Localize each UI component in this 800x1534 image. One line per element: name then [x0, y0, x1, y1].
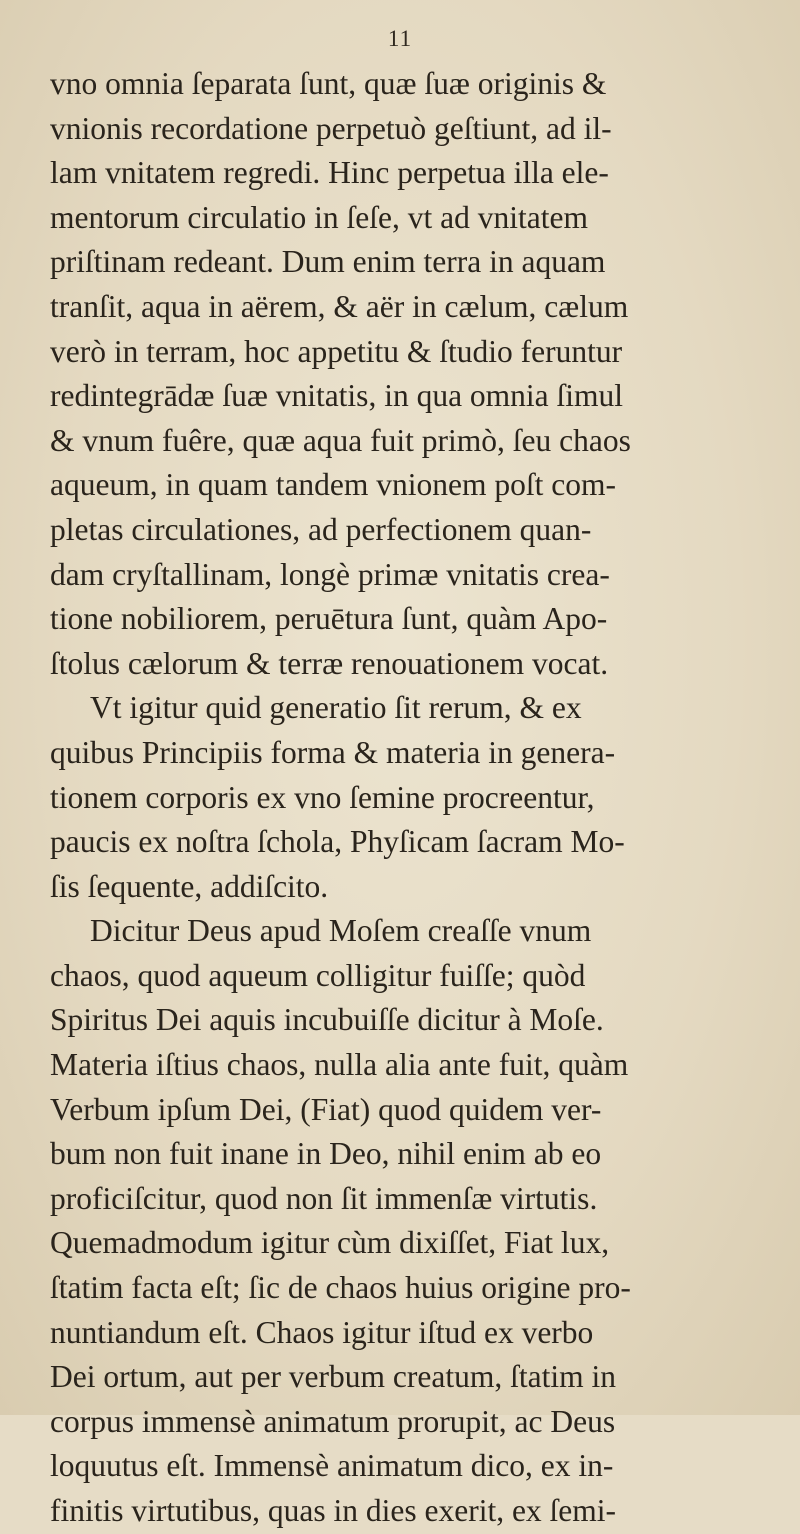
- text-line: loquutus eſt. Immensè animatum dico, ex in-: [50, 1448, 614, 1484]
- page-number: 11: [387, 26, 413, 51]
- text-line: quibus Principiis forma & materia in genera-: [50, 734, 616, 770]
- text-line: proficiſcitur, quod non ſit immenſæ virtutis.: [50, 1180, 598, 1216]
- text-line: ſis ſequente, addiſcito.: [50, 868, 329, 904]
- text-line: tione nobiliorem, peruētura ſunt, quàm Apo-: [50, 601, 608, 637]
- text-line: Materia iſtius chaos, nulla alia ante fuit, quàm: [50, 1047, 629, 1083]
- text-line: Dei ortum, aut per verbum creatum, ſtatim in: [50, 1359, 616, 1395]
- text-line: bum non fuit inane in Deo, nihil enim ab eo: [50, 1136, 602, 1172]
- text-line: Spiritus Dei aquis incubuiſſe dicitur à Moſe.: [50, 1002, 604, 1038]
- text-line: Dicitur Deus apud Moſem creaſſe vnum: [90, 913, 592, 949]
- text-line: ſtolus cælorum & terræ renouationem vocat.: [50, 645, 609, 681]
- text-line: vno omnia ſeparata ſunt, quæ ſuæ originis &: [50, 66, 607, 101]
- text-line: lam vnitatem regredi. Hinc perpetua illa ele-: [50, 155, 609, 191]
- text-line: nuntiandum eſt. Chaos igitur iſtud ex verbo: [50, 1314, 594, 1350]
- text-line: vnionis recordatione perpetuò geſtiunt, ad il-: [50, 110, 612, 146]
- text-line: chaos, quod aqueum colligitur fuiſſe; quòd: [50, 957, 586, 993]
- text-line: finitis virtutibus, quas in dies exerit, ex ſemi-: [50, 1493, 617, 1528]
- text-line: priſtinam redeant. Dum enim terra in aquam: [50, 244, 606, 280]
- text-line: aqueum, in quam tandem vnionem poſt com-: [50, 467, 617, 503]
- body-text: [50, 62, 795, 1534]
- text-line: tranſit, aqua in aërem, & aër in cælum, cælum: [50, 288, 629, 324]
- text-line: Vt igitur quid generatio ſit rerum, & ex: [90, 690, 582, 726]
- text-line: redintegrādæ ſuæ vnitatis, in qua omnia ſimul: [50, 378, 624, 414]
- text-line: ſtatim facta eſt; ſic de chaos huius origine pro-: [50, 1270, 631, 1306]
- text-line: verò in terram, hoc appetitu & ſtudio feruntur: [50, 333, 623, 369]
- text-line: Quemadmodum igitur cùm dixiſſet, Fiat lux,: [50, 1225, 610, 1261]
- text-line: Verbum ipſum Dei, (Fiat) quod quidem ver-: [50, 1091, 602, 1127]
- text-line: paucis ex noſtra ſchola, Phyſicam ſacram Mo-: [50, 824, 625, 860]
- text-line: tionem corporis ex vno ſemine procreentur,: [50, 779, 595, 815]
- text-line: mentorum circulatio in ſeſe, vt ad vnitatem: [50, 199, 588, 235]
- text-line: dam cryſtallinam, longè primæ vnitatis crea-: [50, 556, 610, 592]
- text-line: & vnum fuêre, quæ aqua fuit primò, ſeu chaos: [50, 422, 631, 458]
- text-line: corpus immensè animatum prorupit, ac Deus: [50, 1403, 616, 1439]
- text-line: pletas circulationes, ad perfectionem quan-: [50, 511, 592, 547]
